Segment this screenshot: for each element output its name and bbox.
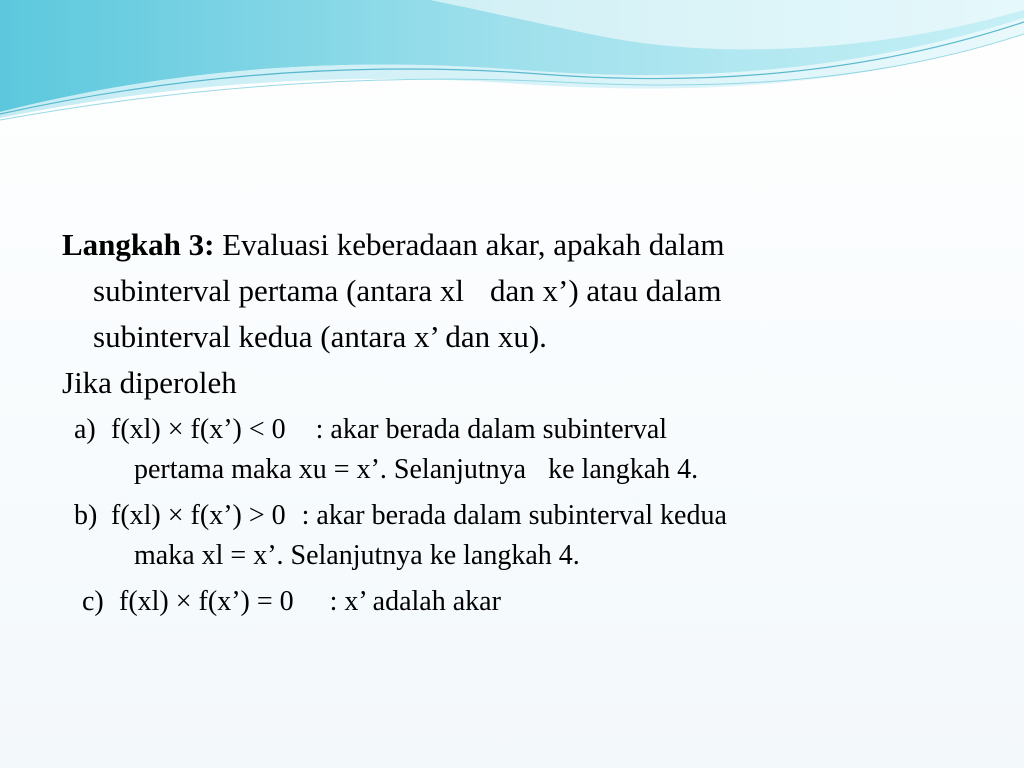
step-label: Langkah 3: (62, 227, 215, 262)
intro-paragraph (62, 360, 982, 406)
case-b-condition: f(xl) × f(x’) > 0 (111, 500, 286, 531)
case-b: b) f(xl) × f(x’) > 0 : akar berada dalam subinterval kedua maka xl = x’. Selanjutnya ke langkah 4. (74, 500, 727, 571)
case-a: a) f(xl) × f(x’) < 0 : akar berada dalam subinterval pertama maka xu = x’. Selanjutnya ke langkah 4. (74, 414, 699, 485)
case-a-condition: f(xl) × f(x’) < 0 (111, 414, 286, 445)
step-text-line2: subinterval pertama (antara xl (93, 273, 464, 308)
slide-body (62, 222, 982, 622)
intro-text: Jika diperoleh (62, 365, 237, 400)
step-text-line2b: dan x’) atau dalam (489, 273, 722, 308)
case-c: c) f(xl) × f(x’) = 0 : x’ adalah akar (82, 586, 501, 617)
case-c-condition: f(xl) × f(x’) = 0 (119, 586, 294, 617)
step-text-line1: Evaluasi keberadaan akar, apakah dalam (214, 227, 725, 262)
case-a-result-line1: : akar berada dalam subinterval (315, 414, 668, 445)
case-a-result-line2b: ke langkah 4. (548, 454, 699, 485)
wave-header-decoration (0, 0, 1024, 130)
step-paragraph (62, 222, 982, 360)
case-b-result-line2: maka xl = x’. Selanjutnya ke langkah 4. (134, 540, 580, 571)
case-a-result-line2: pertama maka xu = x’. Selanjutnya (134, 454, 527, 485)
case-c-result-line1: : x’ adalah akar (329, 586, 501, 617)
step-text-line3: subinterval kedua (antara x’ dan xu). (93, 319, 547, 354)
case-b-result-line1: : akar berada dalam subinterval kedua (301, 500, 727, 531)
